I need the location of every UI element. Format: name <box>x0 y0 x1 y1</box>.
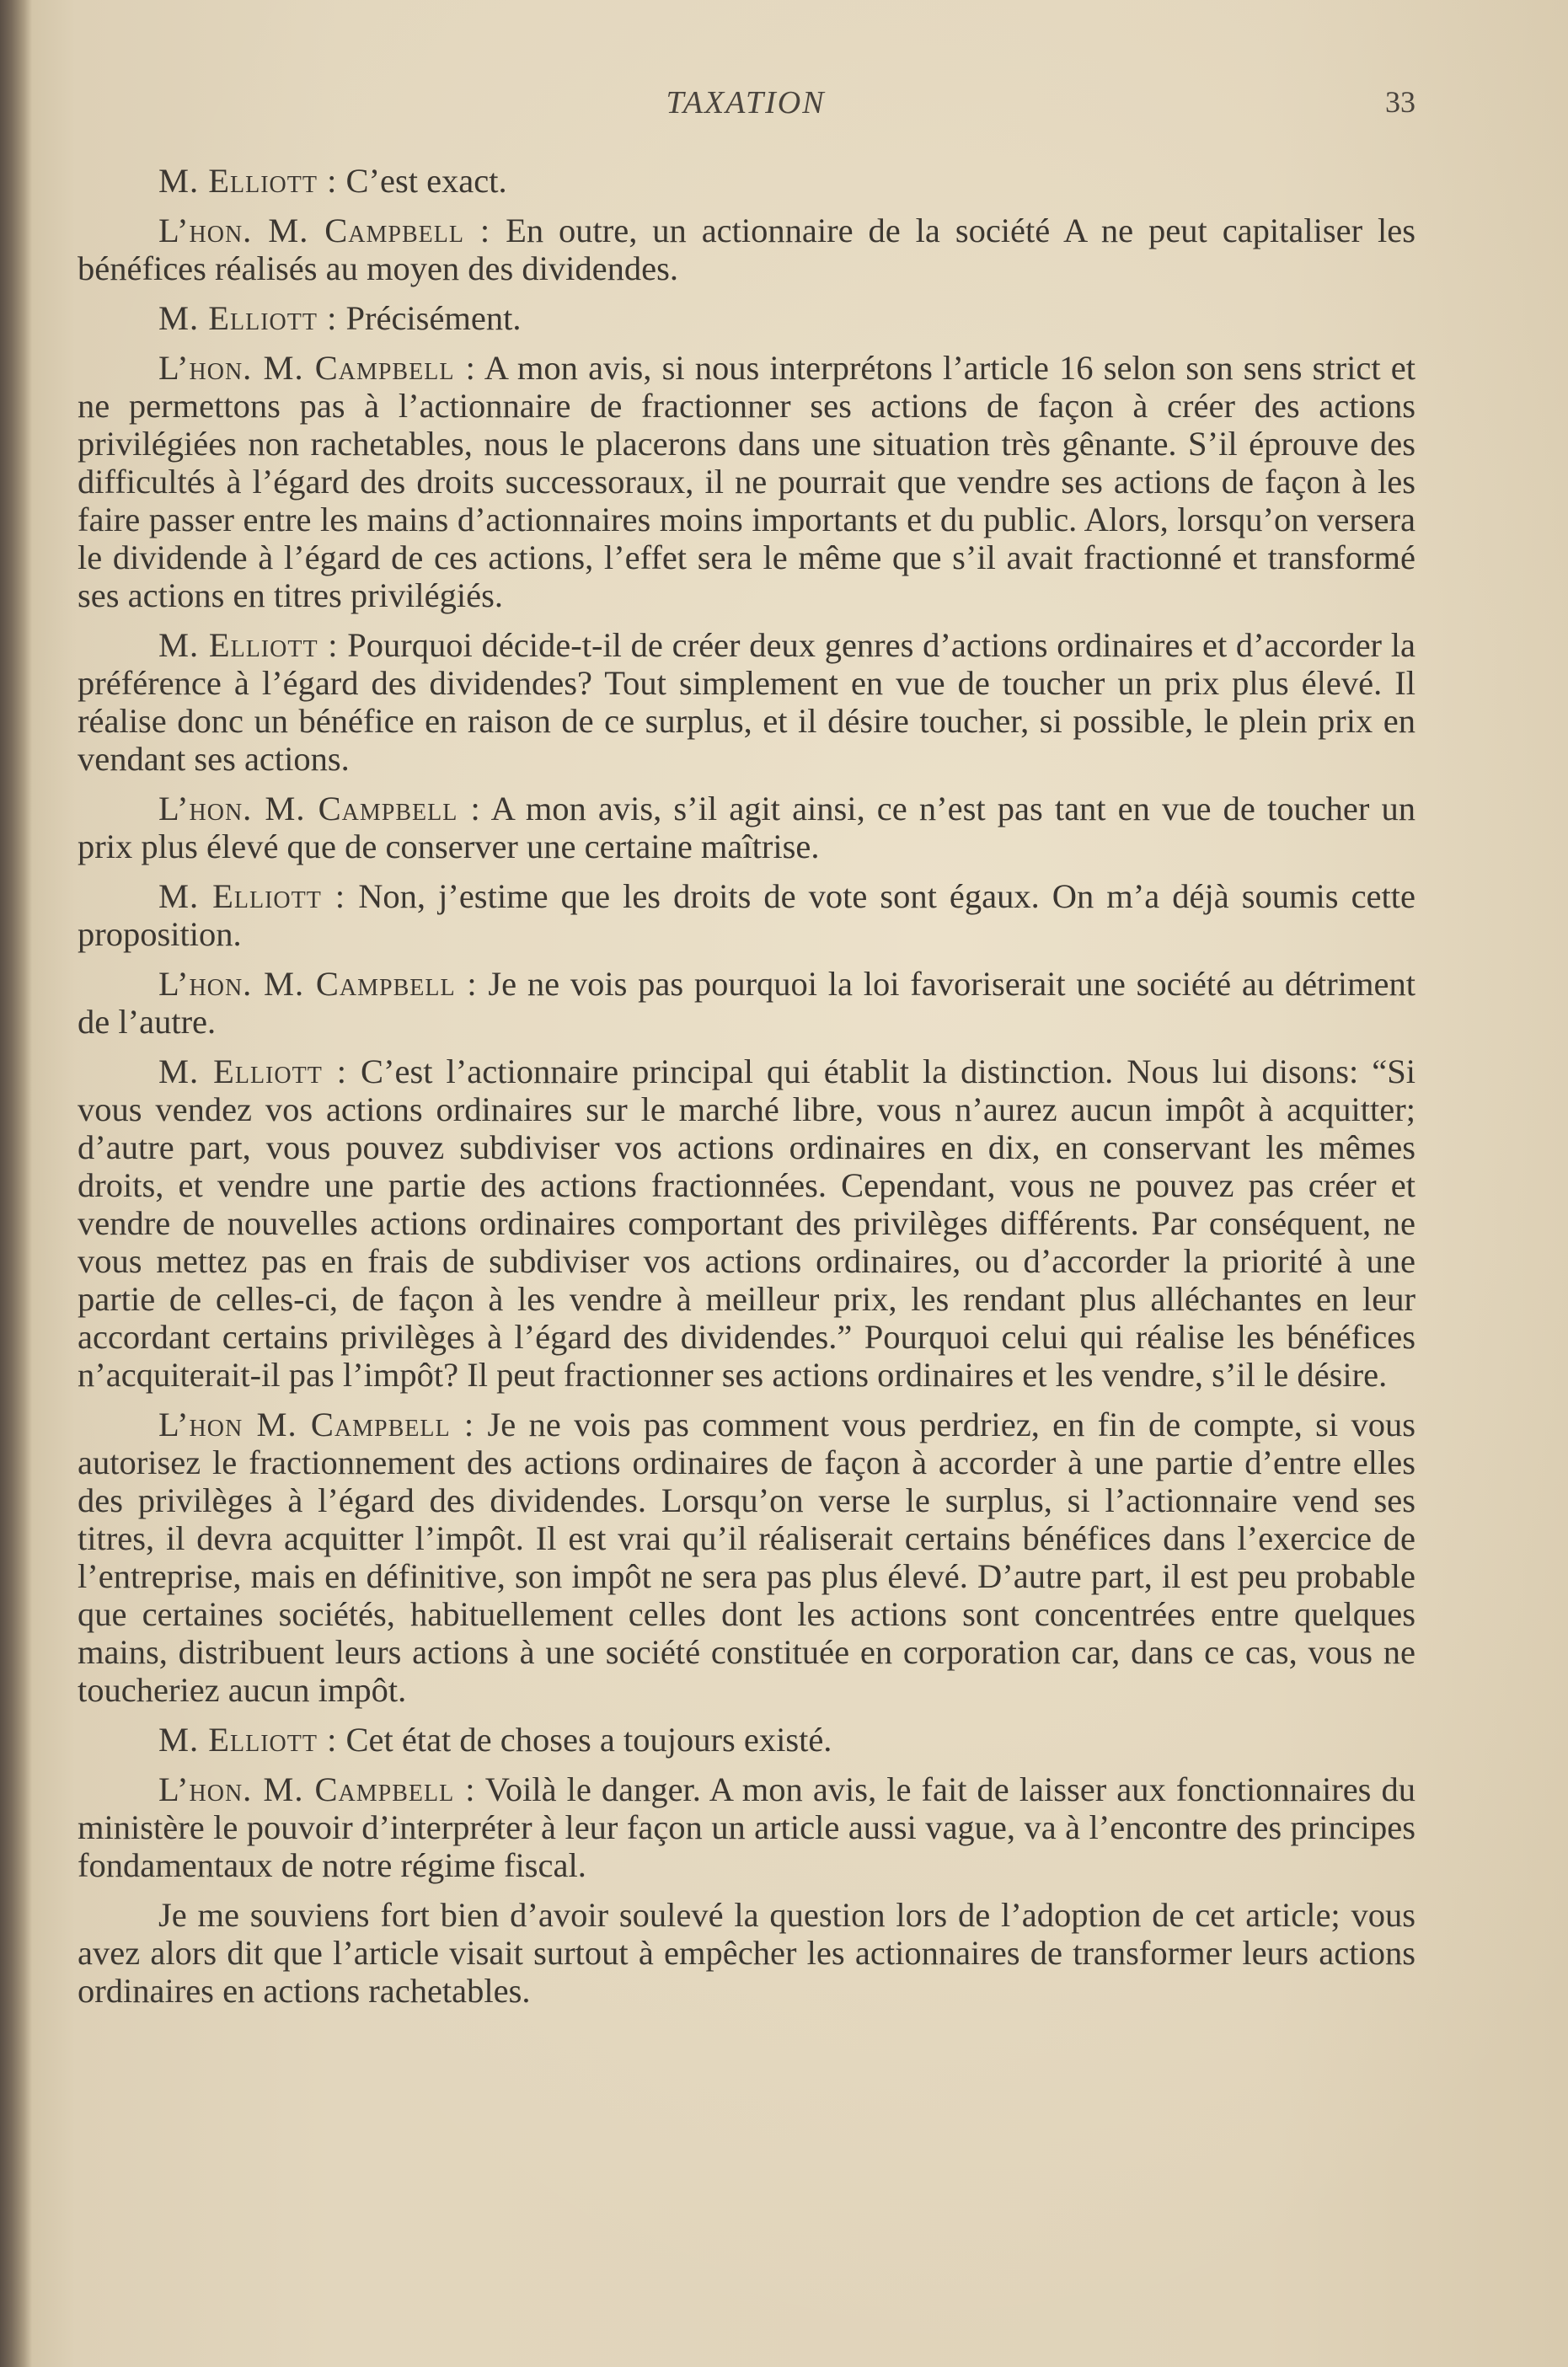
paragraph <box>78 790 1415 865</box>
running-title: TAXATION <box>666 85 826 120</box>
paragraph-text: C’est l’actionnaire principal qui établit la distinction. Nous lui disons: “Si vous vendez vos actions ordinaires sur le marché libre, vous n’aurez aucun impôt à acquitter; d’autre part, vous pouvez subdiviser vos actions ordinaires en dix, en conservant les mêmes droits, et vendre une partie des actions fractionnées. Cependant, vous ne pouvez pas créer et vendre de nouvelles actions ordinaires comportant des privilèges différents. Par conséquent, ne vous mettez pas en frais de subdiviser vos actions ordinaires, ou d’accorder la priorité à une partie de celles-ci, de façon à les vendre à meilleur prix, les rendant plus alléchantes en leur accordant certains privilèges à l’égard des dividendes.” Pourquoi celui qui réalise les bénéfices n’acquiterait-il pas l’impôt? Il peut fractionner ses actions ordinaires et les vendre, s’il le désire. <box>78 1052 1415 1394</box>
body-text <box>78 162 1415 2022</box>
paragraph <box>78 1052 1415 1394</box>
paragraph-text: Précisément. <box>345 299 522 337</box>
speaker-name: L’hon M. Campbell : <box>158 1406 475 1443</box>
paragraph <box>78 1896 1415 2010</box>
speaker-name: M. Elliott : <box>158 1721 338 1759</box>
speaker-name: M. Elliott : <box>158 877 346 915</box>
page-header <box>76 84 1415 126</box>
paragraph-text: En outre, un actionnaire de la société A ne peut capitaliser les bénéfices réalisés au moyen des dividendes. <box>78 212 1416 287</box>
paragraph <box>78 162 1415 200</box>
paragraph-text: C’est exact. <box>345 162 507 200</box>
paragraph-text: Cet état de choses a toujours existé. <box>345 1721 832 1759</box>
paragraph <box>78 1721 1415 1759</box>
speaker-name: L’hon. M. Campbell : <box>158 790 481 827</box>
speaker-name: L’hon. M. Campbell : <box>158 1770 476 1808</box>
page-number: 33 <box>1385 85 1415 119</box>
paragraph <box>78 626 1415 778</box>
paragraph-text: Non, j’estime que les droits de vote sont égaux. On m’a déjà soumis cette proposition. <box>78 877 1416 953</box>
paragraph <box>78 1770 1415 1884</box>
paragraph-text: Je ne vois pas pourquoi la loi favoriserait une société au détriment de l’autre. <box>78 965 1416 1041</box>
paragraph-text: Je me souviens fort bien d’avoir soulevé la question lors de l’adoption de cet article; vous avez alors dit que l’article visait surtout à empêcher les actionnaires de transformer leurs actions ordinaires en actions rachetables. <box>78 1896 1415 2010</box>
paragraph <box>78 965 1415 1041</box>
paragraph-text: Je ne vois pas comment vous perdriez, en fin de compte, si vous autorisez le fractionnement des actions ordinaires de façon à accorder à une partie d’entre elles des privilèges à l’égard des dividendes. Lorsqu’on verse le surplus, si l’actionnaire vend ses titres, il devra acquitter l’impôt. Il est vrai qu’il réaliserait certains bénéfices dans l’exercice de l’entreprise, mais en définitive, son impôt ne sera pas plus élevé. D’autre part, il est peu probable que certaines sociétés, habituellement celles dont les actions sont concentrées entre quelques mains, distribuent leurs actions à une société constituée en corporation car, dans ce cas, vous ne toucheriez aucun impôt. <box>78 1406 1415 1709</box>
paragraph <box>78 212 1415 287</box>
paragraph-text: Pourquoi décide-t-il de créer deux genres d’actions ordinaires et d’accorder la préférence à l’égard des dividendes? Tout simplement en vue de toucher un prix plus élevé. Il réalise donc un bénéfice en raison de ce surplus, et il désire toucher, si possible, le plein prix en vendant ses actions. <box>78 626 1415 778</box>
paragraph-text: A mon avis, s’il agit ainsi, ce n’est pas tant en vue de toucher un prix plus élevé que de conserver une certaine maîtrise. <box>78 790 1416 865</box>
paragraph <box>78 299 1415 337</box>
speaker-name: L’hon. M. Campbell : <box>158 349 476 387</box>
speaker-name: L’hon. M. Campbell : <box>158 965 478 1003</box>
paragraph <box>78 1406 1415 1709</box>
speaker-name: M. Elliott : <box>158 626 339 664</box>
speaker-name: M. Elliott : <box>158 299 338 337</box>
speaker-name: M. Elliott : <box>158 1052 348 1090</box>
speaker-name: L’hon. M. Campbell : <box>158 212 491 249</box>
speaker-name: M. Elliott : <box>158 162 338 200</box>
paragraph <box>78 877 1415 953</box>
book-binding-edge <box>0 0 32 2367</box>
paragraph-text: A mon avis, si nous interprétons l’article 16 selon son sens strict et ne permettons pas à l’actionnaire de fractionner ses actions de façon à créer des actions privilégiées non rachetables, nous le placerons dans une situation très gênante. S’il éprouve des difficultés à l’égard des droits successoraux, il ne pourrait que vendre ses actions de façon à les faire passer entre les mains d’actionnaires moins importants et du public. Alors, lorsqu’on versera le dividende à l’égard de ces actions, l’effet sera le même que s’il avait fractionné et transformé ses actions en titres privilégiés. <box>78 349 1416 614</box>
paragraph-text: Voilà le danger. A mon avis, le fait de laisser aux fonctionnaires du ministère le pouvoir d’interpréter à leur façon un article aussi vague, va à l’encontre des principes fondamentaux de notre régime fiscal. <box>78 1770 1415 1884</box>
paragraph <box>78 349 1415 614</box>
